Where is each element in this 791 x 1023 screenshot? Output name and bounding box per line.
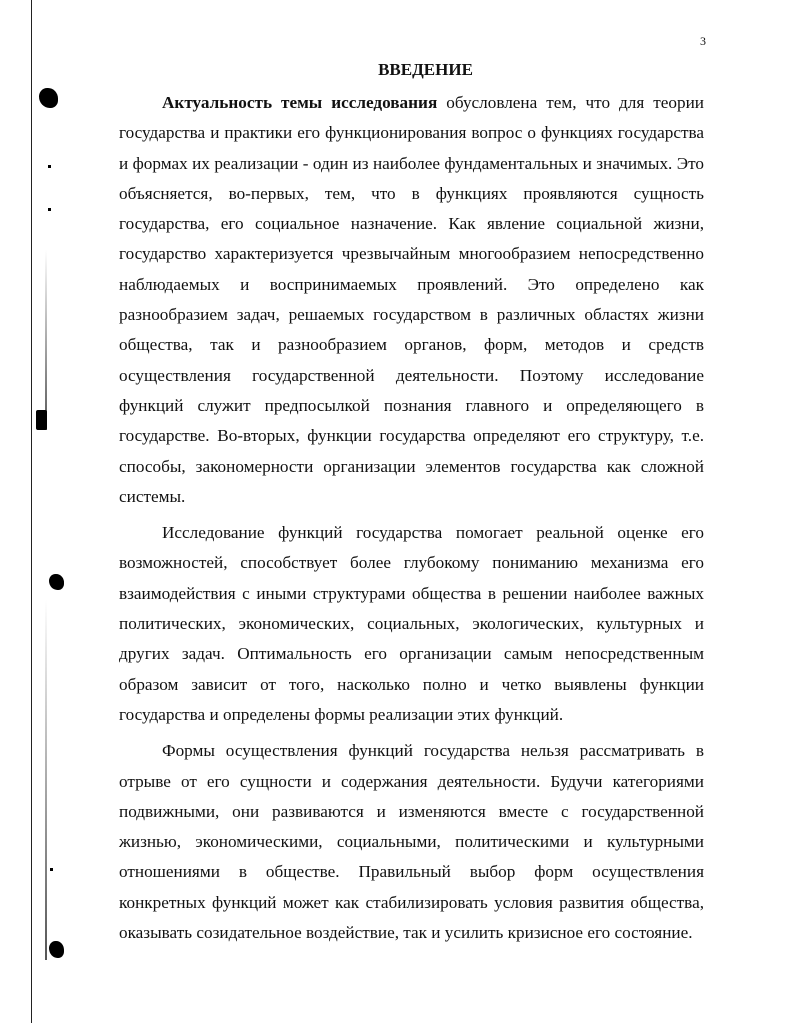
punch-hole-mark [39,88,58,108]
paragraph-2 [119,518,704,730]
paragraph-1-text: обусловлена тем, что для теории государства и практики его функционирования вопрос о функциях государства и формах их реализации - один из наиболее фундаментальных и значимых. Это объясняется, во-первых, тем, что в функциях проявляются сущность государства, его социальное назначение. Как явление социальной жизни, государство характеризуется чрезвычайным многообразием непосредственно наблюдаемых и воспринимаемых проявлений. Это определено как разнообразием задач, решаемых государством в различных областях жизни общества, так и разнообразием органов, форм, методов и средств осуществления государственной деятельности. Поэтому исследование функций служит предпосылкой познания главного и определяющего в государстве. Во-вторых, функции государства определяют его структуру, т.е. способы, закономерности организации элементов государства как сложной системы. [119,93,704,506]
punch-hole-mark [49,574,64,590]
scan-artifact-strip [45,250,47,430]
scan-artifact-strip [45,600,47,960]
binding-edge-line [31,0,32,1023]
paragraph-3 [119,736,704,948]
section-title: ВВЕДЕНИЕ [378,60,473,79]
paragraph-1 [119,88,704,512]
scan-speck [50,868,53,871]
scan-speck [48,208,51,211]
paragraph-2-text: Исследование функций государства помогает реальной оценке его возможностей, способствует более глубокому пониманию механизма его взаимодействия с иными структурами общества в решении наиболее важных политических, экономических, социальных, экологических, культурных и других задач. Оптимальность его организации самым непосредственным образом зависит от того, насколько полно и четко выявлены функции государства и определены формы реализации этих функций. [119,523,704,724]
paragraph-1-lead: Актуальность темы исследования [162,93,438,112]
body-text [119,88,704,954]
paragraph-3-text: Формы осуществления функций государства нельзя рассматривать в отрыве от его сущности и содержания деятельности. Будучи категориями подвижными, они развиваются и изменяются вместе с государственной жизнью, экономическими, социальными, политическими и культурными отношениями в обществе. Правильный выбор форм осуществления конкретных функций может как стабилизировать условия развития общества, оказывать созидательное воздействие, так и усилить кризисное его состояние. [119,741,704,943]
scan-artifact-mark [36,410,47,430]
punch-hole-mark [49,941,64,958]
scan-speck [48,165,51,168]
page-number: 3 [700,34,706,48]
